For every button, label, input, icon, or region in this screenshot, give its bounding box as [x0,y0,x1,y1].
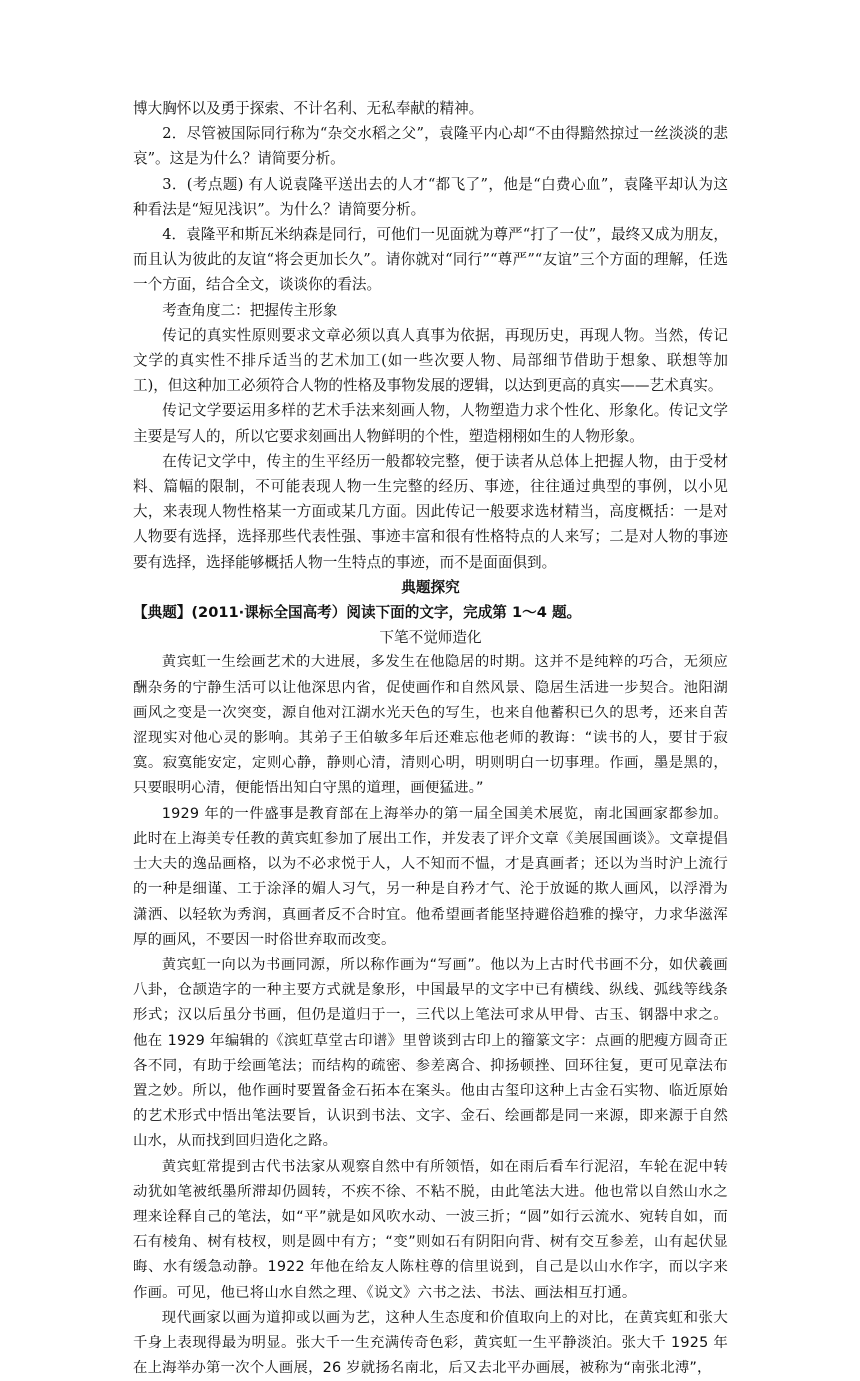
question-2: 2．尽管被国际同行称为“杂交水稻之父”，袁隆平内心却“不由得黯然掠过一丝淡淡的悲哀”。这是为什么？请简要分析。 [133,125,728,168]
paragraph-selection: 在传记文学中，传主的生平经历一般都较完整，便于读者从总体上把握人物，由于受材料、篇幅的限制，不可能表现人物一生完整的经历、事迹，往往通过典型的事例，以小见大，来表现人物性格某一方面或某几方面。因此传记一般要求选材精当，高度概括：一是对人物要有选择，选择那些代表性强、事迹丰富和很有性格特点的人来写；二是对人物的事迹要有选择，选择能够概括人物一生特点的事迹，而不是面面俱到。 [133,452,728,571]
passage-paragraph: 黄宾虹常提到古代书法家从观察自然中有所领悟，如在雨后看车行泥沼，车轮在泥中转动犹如笔被纸墨所滞却仍圆转，不疾不徐、不粘不脱，由此笔法大进。他也常以自然山水之理来诠释自己的笔法，如“平”就是如风吹水动、一波三折；“圆”如行云流水、宛转自如，而石有棱角、树有枝杈，则是圆中有方；“变”则如石有阴阳向背、树有交互参差，山有起伏显晦、水有缓急动静。1922 年他在给友人陈柱尊的信里说到，自己是以山水作字，而以字来作画。可见，他已将山水自然之理、《说文》六书之法、书法、画法相互打通。 [133,1158,728,1301]
example-intro: 【典题】(2011·课标全国高考）阅读下面的文字，完成第 1～4 题。 [133,604,582,622]
question-4: 4．袁隆平和斯瓦米纳森是同行，可他们一见面就为尊严“打了一仗”，最终又成为朋友，而且认为彼此的友谊“将会更加长久”。请你就对“同行”“尊严”“友谊”三个方面的理解，任选一个方面，结合全文，谈谈你的看法。 [133,226,728,294]
passage-paragraph: 1929 年的一件盛事是教育部在上海举办的第一届全国美术展览，南北国画家都参加。此时在上海美专任教的黄宾虹参加了展出工作，并发表了评介文章《美展国画谈》。文章提倡士大夫的逸品画格，以为不必求悦于人，人不知而不愠，才是真画者；还以为当时沪上流行的一种是细谨、工于涂泽的媚人习气，另一种是自矜才气、沦于放诞的欺人画风，以浮滑为潇洒、以轻软为秀润，真画者反不合时宜。他希望画者能坚持避俗趋雅的操守，力求华滋浑厚的画风，不要因一时俗世弃取而改变。 [133,805,728,948]
paragraph-techniques: 传记文学要运用多样的艺术手法来刻画人物，人物塑造力求个性化、形象化。传记文学主要是写人的，所以它要求刻画出人物鲜明的个性，塑造栩栩如生的人物形象。 [133,402,728,445]
passage-paragraph: 黄宾虹一向以为书画同源，所以称作画为“写画”。他以为上古时代书画不分，如伏羲画八卦，仓颉造字的一种主要方式就是象形，中国最早的文字中已有横线、纵线、弧线等线条形式；汉以后虽分书画，但仍是道归于一，三代以上笔法可求从甲骨、古玉、钢器中求之。他在 1929 年编辑的《滨虹草堂古印谱》里曾谈到古印上的籀篆文字：点画的肥瘦方圆奇正各不同，有助于绘画笔法；而结构的疏密、参差离合、抑扬顿挫、回环往复，更可见章法布置之妙。所以，他作画时要置备金石拓本在案头。他由古玺印这种上古金石实物、临近原始的艺术形式中悟出笔法要旨，认识到书法、文字、金石、绘画都是同一来源，即来源于自然山水，从而找到回归造化之路。 [133,956,728,1150]
section-heading: 典题探究 [401,578,460,596]
passage-paragraph: 黄宾虹一生绘画艺术的大进展，多发生在他隐居的时期。这并不是纯粹的巧合，无须应酬杂务的宁静生活可以让他深思内省，促使画作和自然风景、隐居生活进一步契合。池阳湖画风之变是一次突变，源自他对江湖水光天色的写生，也来自他蓄积已久的思考，还来自苦涩现实对他心灵的影响。其弟子王伯敏多年后还难忘他老师的教诲：“读书的人，要甘于寂寞。寂寞能安定，定则心静，静则心清，清则心明，明则明白一切事理。作画，墨是黑的，只要眼明心清，便能悟出知白守黑的道理，画便猛进。” [133,654,728,797]
document-page [133,96,728,1381]
passage-paragraph: 现代画家以画为道抑或以画为艺，这种人生态度和价值取向上的对比，在黄宾虹和张大千身上表现得最为明显。张大千一生充满传奇色彩，黄宾虹一生平静淡泊。张大千 1925 年在上海举办第一次个人画展，26 岁就扬名南北，后又去北平办画展，被称为“南张北溥”， [133,1309,728,1377]
paragraph-authenticity: 传记的真实性原则要求文章必须以真人真事为依据，再现历史，再现人物。当然，传记文学的真实性不排斥适当的艺术加工(如一些次要人物、局部细节借助于想象、联想等加工)，但这种加工必须符合人物的性格及事物发展的逻辑，以达到更高的真实——艺术真实。 [133,326,728,395]
paragraph-continuation: 博大胸怀以及勇于探索、不计名利、无私奉献的精神。 [133,100,484,117]
question-3: 3．(考点题) 有人说袁隆平送出去的人才“都飞了”，他是“白费心血”，袁隆平却认为这种看法是“短见浅识”。为什么？请简要分析。 [133,175,728,218]
passage-title: 下笔不觉师造化 [379,629,482,647]
subheading-angle-two: 考查角度二：把握传主形象 [162,301,338,319]
